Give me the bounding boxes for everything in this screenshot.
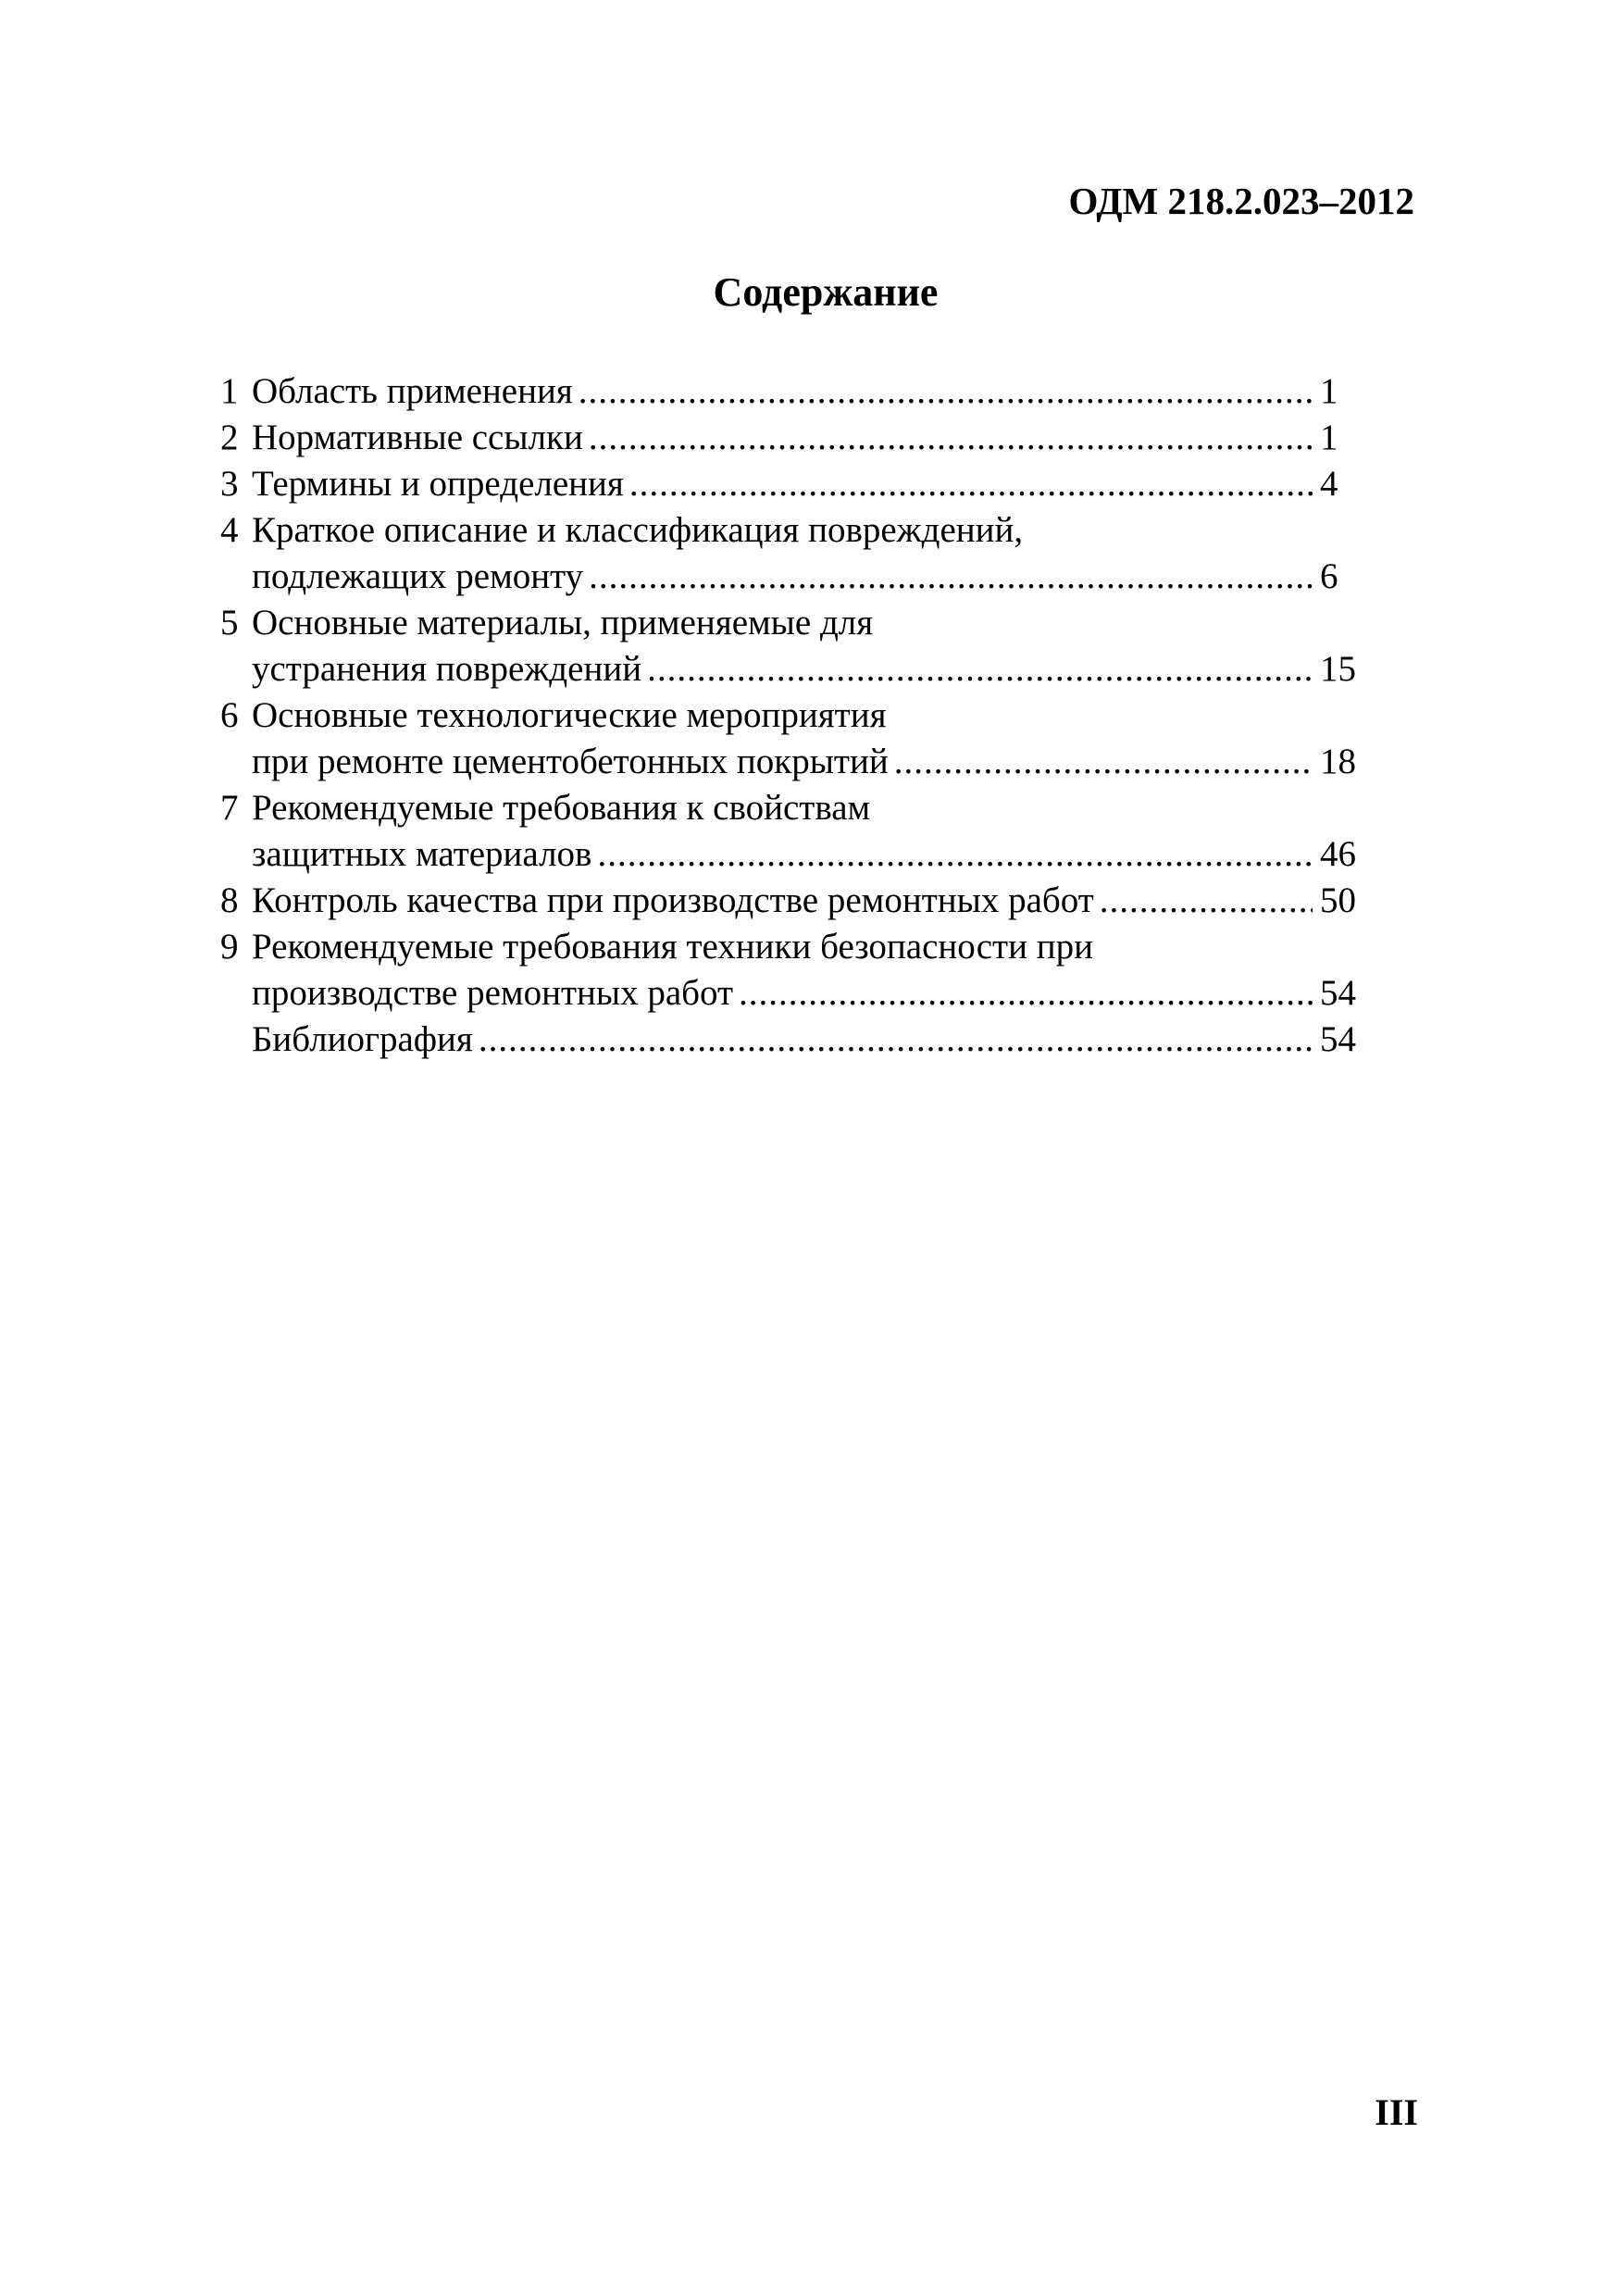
- dot-leader: [629, 461, 1313, 507]
- toc-entry-continuation-line: [220, 739, 1368, 785]
- toc-entry-title: Библиография: [252, 1019, 473, 1059]
- dot-leader: [589, 415, 1313, 461]
- toc-entry-number: 6: [220, 695, 239, 735]
- toc-entry-title: Нормативные ссылки: [252, 418, 583, 457]
- toc-entry-first-line: [220, 507, 1368, 554]
- toc-entry-title: Основные материалы, применяемые для: [252, 603, 874, 643]
- toc-entry-3[interactable]: [220, 461, 1368, 507]
- toc-entry-1[interactable]: [220, 368, 1368, 415]
- toc-entry-number: 3: [220, 464, 239, 504]
- dot-leader: [894, 739, 1313, 785]
- toc-entry-2[interactable]: [220, 415, 1368, 461]
- toc-entry-number: 8: [220, 880, 239, 920]
- dot-leader: [647, 646, 1313, 693]
- toc-entry-title-continuation: при ремонте цементобетонных покрытий: [252, 742, 889, 781]
- toc-entry-page: 6: [1320, 556, 1338, 596]
- toc-entry-title: Контроль качества при производстве ремонтных работ: [252, 880, 1094, 920]
- toc-entry-page: 54: [1320, 1019, 1356, 1059]
- toc-entry-bibliography[interactable]: [220, 1017, 1368, 1063]
- toc-entry-page: 1: [1320, 371, 1338, 411]
- toc-entry-page: 4: [1320, 464, 1338, 504]
- toc-entry-number: 7: [220, 788, 239, 828]
- dot-leader: [589, 554, 1313, 600]
- toc-entry-number: 1: [220, 371, 239, 411]
- table-of-contents: [220, 368, 1368, 1063]
- toc-entry-first-line: [220, 785, 1368, 831]
- toc-entry-continuation-line: [220, 646, 1368, 693]
- toc-entry-title: Основные технологические мероприятия: [252, 695, 887, 735]
- toc-entry-number: 5: [220, 603, 239, 643]
- toc-entry-continuation-line: [220, 554, 1368, 600]
- toc-entry-title: Рекомендуемые требования к свойствам: [252, 788, 871, 828]
- dot-leader: [739, 970, 1313, 1017]
- toc-entry-7[interactable]: [220, 785, 1368, 878]
- toc-entry-page: 18: [1320, 742, 1356, 781]
- toc-entry-title-continuation: производстве ремонтных работ: [252, 973, 734, 1013]
- toc-entry-number: 9: [220, 927, 239, 967]
- toc-entry-first-line: [220, 924, 1368, 970]
- toc-entry-6[interactable]: [220, 693, 1368, 785]
- toc-entry-4[interactable]: [220, 507, 1368, 600]
- toc-entry-title-continuation: защитных материалов: [252, 834, 592, 874]
- toc-entry-9[interactable]: [220, 924, 1368, 1017]
- toc-entry-page: 54: [1320, 973, 1356, 1013]
- toc-entry-title: Термины и определения: [252, 464, 624, 504]
- toc-entry-page: 46: [1320, 834, 1356, 874]
- toc-entry-title: Рекомендуемые требования техники безопасности при: [252, 927, 1093, 967]
- page-number: III: [1375, 2091, 1418, 2133]
- toc-entry-first-line: [220, 693, 1368, 739]
- toc-entry-number: 2: [220, 418, 239, 457]
- toc-entry-page: 50: [1320, 880, 1356, 920]
- toc-entry-page: 1: [1320, 418, 1338, 457]
- toc-entry-title-continuation: устранения повреждений: [252, 649, 642, 689]
- toc-entry-title: Краткое описание и классификация повреждений,: [252, 510, 1024, 550]
- document-code: ОДМ 218.2.023–2012: [1068, 180, 1414, 222]
- toc-entry-continuation-line: [220, 970, 1368, 1017]
- dot-leader: [579, 368, 1313, 415]
- dot-leader: [479, 1017, 1313, 1063]
- toc-entry-continuation-line: [220, 831, 1368, 878]
- dot-leader: [1100, 878, 1313, 924]
- toc-entry-number: 4: [220, 510, 239, 550]
- toc-entry-title: Область применения: [252, 371, 573, 411]
- page-title: Содержание: [713, 269, 939, 315]
- toc-entry-5[interactable]: [220, 600, 1368, 693]
- toc-entry-8[interactable]: [220, 878, 1368, 924]
- dot-leader: [597, 831, 1313, 878]
- toc-entry-page: 15: [1320, 649, 1356, 689]
- toc-entry-first-line: [220, 600, 1368, 646]
- toc-entry-title-continuation: подлежащих ремонту: [252, 556, 584, 596]
